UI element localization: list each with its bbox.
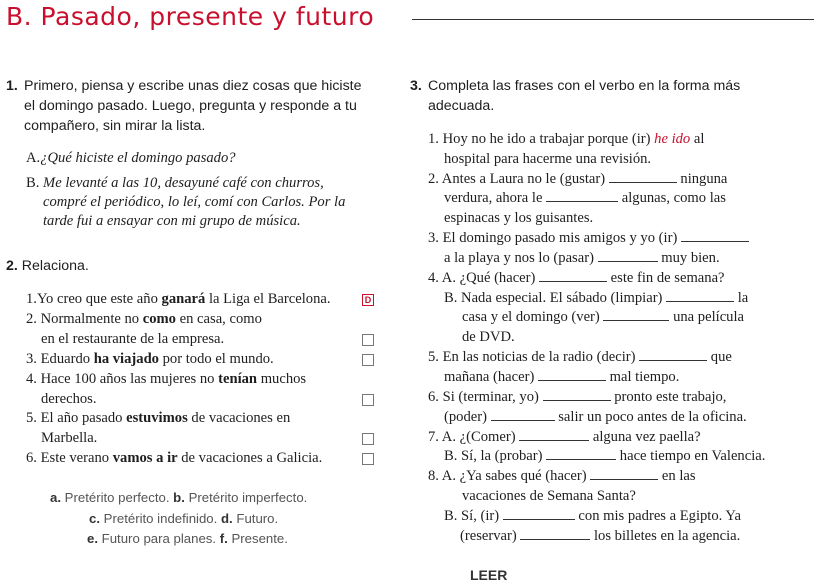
- ex1-number: 1.: [6, 78, 18, 94]
- blank-gustar-2[interactable]: [546, 190, 618, 202]
- ex2-item-5: 5. El año pasado estuvimos de vacaciones en: [26, 410, 291, 426]
- ex2-options-line-2: c. Pretérito indefinido. d. Futuro.: [89, 511, 279, 526]
- ex1-dialog-b-line-2: compré el periódico, lo leí, comí con Carlos. Por la: [43, 194, 346, 210]
- blank-poder[interactable]: [491, 409, 555, 421]
- ex1-dialog-a: A.¿Qué hiciste el domingo pasado?: [26, 150, 236, 166]
- ex1-dialog-b: B. Me levanté a las 10, desayuné café con churros,: [26, 175, 324, 191]
- ex1-line-1: Primero, piensa y escribe unas diez cosas que hiciste: [24, 78, 362, 94]
- ex3-sentence-4-b-cont: casa y el domingo (ver) una película: [462, 309, 744, 325]
- ex2-item-4: 4. Hace 100 años las mujeres no tenían muchos: [26, 371, 307, 387]
- ex2-item-2-cont: en el restaurante de la empresa.: [41, 331, 225, 347]
- blank-decir[interactable]: [639, 349, 707, 361]
- blank-limpiar[interactable]: [666, 290, 734, 302]
- ex3-sentence-5-cont: mañana (hacer) mal tiempo.: [444, 369, 680, 385]
- ex3-sentence-6-cont: (poder) salir un poco antes de la oficina.: [444, 409, 747, 425]
- ex2-item-4-cont: derechos.: [41, 391, 97, 407]
- blank-comer[interactable]: [519, 429, 589, 441]
- ex3-sentence-3-cont: a la playa y nos lo (pasar) muy bien.: [444, 250, 720, 266]
- ex2-item-2: 2. Normalmente no como en casa, como: [26, 311, 262, 327]
- ex3-sentence-8: 8. A. ¿Ya sabes qué (hacer) en las: [428, 468, 696, 484]
- ex2-answer-box-2[interactable]: [362, 334, 374, 346]
- page-title: B. Pasado, presente y futuro: [6, 2, 375, 31]
- ex2-answer-box-4[interactable]: [362, 394, 374, 406]
- ex2-options-line-1: a. Pretérito perfecto. b. Pretérito imperfecto.: [50, 490, 308, 505]
- blank-ir[interactable]: [681, 230, 749, 242]
- ex2-item-3: 3. Eduardo ha viajado por todo el mundo.: [26, 351, 274, 367]
- ex2-heading: 2. Relaciona.: [6, 258, 89, 274]
- ex3-sentence-4-b: B. Nada especial. El sábado (limpiar) la: [444, 290, 749, 306]
- ex2-item-5-cont: Marbella.: [41, 430, 98, 446]
- ex1-line-3: compañero, sin mirar la lista.: [24, 118, 206, 134]
- ex2-item-1: 1.Yo creo que este año ganará la Liga el Barcelona.: [26, 291, 331, 307]
- blank-pasar[interactable]: [598, 250, 658, 262]
- blank-terminar[interactable]: [543, 389, 611, 401]
- ex2-options-line-3: e. Futuro para planes. f. Presente.: [87, 531, 288, 546]
- ex3-sentence-5: 5. En las noticias de la radio (decir) que: [428, 349, 732, 365]
- ex3-sentence-2: 2. Antes a Laura no le (gustar) ninguna: [428, 171, 728, 187]
- ex3-sentence-7-b: B. Sí, la (probar) hace tiempo en Valencia.: [444, 448, 766, 464]
- ex2-answer-box-3[interactable]: [362, 354, 374, 366]
- title-rule: [412, 19, 814, 20]
- blank-hacer-2[interactable]: [538, 369, 606, 381]
- ex3-sentence-7: 7. A. ¿(Comer) alguna vez paella?: [428, 429, 701, 445]
- blank-hacer-1[interactable]: [539, 270, 607, 282]
- footer-fragment: LEER: [470, 567, 508, 583]
- ex3-sentence-4-b-cont-2: de DVD.: [462, 329, 515, 345]
- blank-hacer-3[interactable]: [590, 468, 658, 480]
- ex3-sentence-4: 4. A. ¿Qué (hacer) este fin de semana?: [428, 270, 725, 286]
- ex3-sentence-1-cont: hospital para hacerme una revisión.: [444, 151, 652, 167]
- ex3-sentence-2-cont: verdura, ahora le algunas, como las: [444, 190, 726, 206]
- ex2-item-6: 6. Este verano vamos a ir de vacaciones a Galicia.: [26, 450, 323, 466]
- blank-gustar-1[interactable]: [609, 171, 677, 183]
- ex2-answer-box-5[interactable]: [362, 433, 374, 445]
- ex1-dialog-b-line-3: tarde fui a ensayar con mi grupo de música.: [43, 213, 301, 229]
- ex3-sentence-8-b-cont: (reservar) los billetes en la agencia.: [460, 528, 741, 544]
- ex2-answer-box-6[interactable]: [362, 453, 374, 465]
- ex2-answer-box-1[interactable]: D: [362, 294, 374, 306]
- ex3-number: 3.: [410, 78, 422, 94]
- ex3-sentence-8-cont: vacaciones de Semana Santa?: [462, 488, 636, 504]
- blank-probar[interactable]: [546, 448, 616, 460]
- blank-ver[interactable]: [603, 309, 669, 321]
- ex3-sentence-6: 6. Si (terminar, yo) pronto este trabajo,: [428, 389, 727, 405]
- ex1-line-2: el domingo pasado. Luego, pregunta y responde a tu: [24, 98, 357, 114]
- ex3-line-2: adecuada.: [428, 98, 495, 114]
- ex3-sentence-2-cont-2: espinacas y los guisantes.: [444, 210, 594, 226]
- ex3-sentence-1: 1. Hoy no he ido a trabajar porque (ir) he ido al: [428, 131, 705, 147]
- ex3-sentence-8-b: B. Sí, (ir) con mis padres a Egipto. Ya: [444, 508, 741, 524]
- ex3-line-1: Completa las frases con el verbo en la forma más: [428, 78, 741, 94]
- blank-reservar[interactable]: [520, 528, 590, 540]
- ex3-sentence-3: 3. El domingo pasado mis amigos y yo (ir): [428, 230, 749, 247]
- blank-ir-2[interactable]: [503, 508, 575, 520]
